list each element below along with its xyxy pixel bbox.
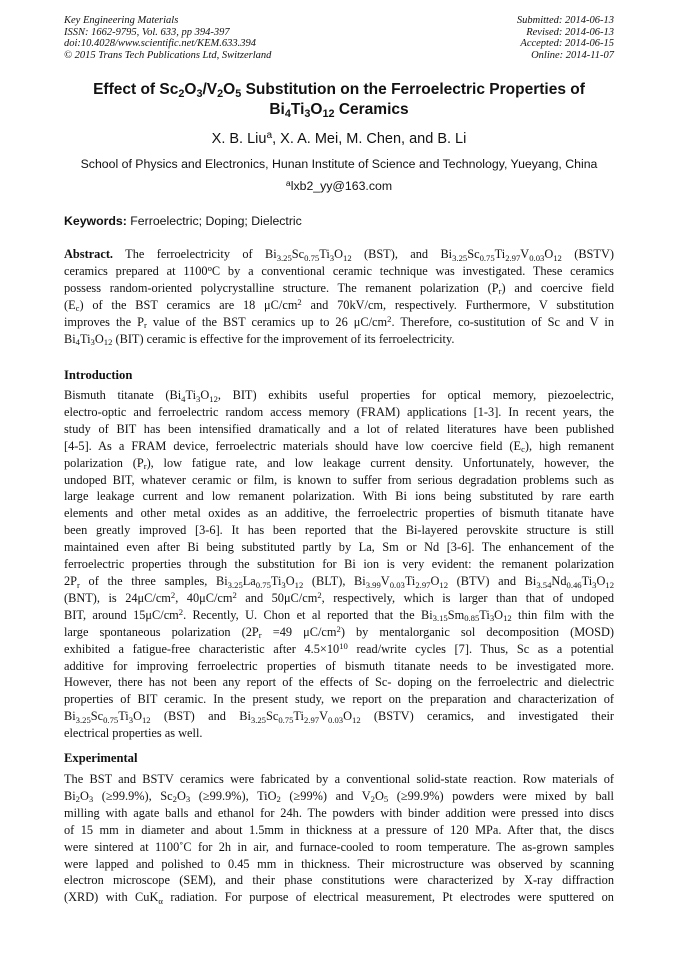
keywords-label: Keywords:: [64, 214, 127, 228]
keywords: Keywords: Ferroelectric; Doping; Dielectric: [64, 214, 302, 228]
introduction-body: Bismuth titanate ($Bi_4Ti_3O_{12}$, BIT) exhibits useful properties for optical memory, piezoelectric, electro-optic and ferroelectric random access memory (FRAM) applications [1-3]. In recent years, the study of BIT has been intensified dramatically and a lot of related literatures have been published [4-5]. As a FRAM device, ferroelectric materials should have low coercive field $(E_c)$, high remanent polarization $(P_r)$, low fatigue rate, and low leakage current density. Unfortunately, however, the undoped BIT, whatever ceramic or film, is known to suffer from serious degradation problems such as large leakage current and low remanent polarization. With Bi ions being substituted by rare earth elements and other metal oxides as an additive, the ferroelectric properties of bismuth titanate have been greatly improved [3-6]. It has been reported that the Bi-layered perovskite structure is still maintained even after Bi being substituted partly by La, Sm or Nd [3-6]. The enhancement of the ferroelectric properties through the substitution for Bi ion is very evident: the remanent polarization $2P_r$ of the three samples, $Bi_{3.25}La_{0.75}Ti_3O_{12}$ (BLT), $Bi_{3.99}V_{0.03}Ti_{2.97}O_{12}$ (BTV) and $Bi_{3.54}Nd_{0.46}Ti_3O_{12}$ (BNT), is $24\mu C/cm^2$, $40\mu C/cm^2$ and $50\mu C/cm^2$, respectively, which is larger than that of undoped BIT, around $15\mu C/cm^2$. Recently, U. Chon et al reported that the $Bi_{3.15}Sm_{0.85}Ti_3O_{12}$ thin film with the large spontaneous polarization ($2P_r =49$ $\mu C/cm^2$) by mentalorganic sol decomposition (MOSD) exhibited a fatigue-free characteristic after $4.5\times 10^{10}$ read/write cycles [7]. Thus, Sc as a potential additive for improving ferroelectric properties of bismuth titanate needs to be investigated more. However, there has not been any report of the effects of Sc- doping on the ferroelectric and dielectric properties of BIT ceramic. In the present study, we report on the preparation and characterization of $Bi_{3.25}Sc_{0.75}Ti_3O_{12}$ (BST) and $Bi_{3.25}Sc_{0.75}Ti_{2.97}V_{0.03}O_{12}$ (BSTV) ceramics, and investigated their electrical properties as well.: [64, 388, 615, 741]
doi-line[interactable]: doi:10.4028/www.scientific.net/KEM.633.394: [64, 38, 256, 50]
copyright-line: © 2015 Trans Tech Publications Ltd, Switzerland: [64, 49, 272, 61]
submitted-date: Submitted: 2014-06-13: [516, 15, 614, 26]
abstract: Abstract. The ferroelectricity of $Bi_{3.25}Sc_{0.75}Ti_3O_{12}$ (BST), and $Bi_{3.25}Sc_{0.75}Ti_{2.97}V_{0.03}O_{12}$ (BSTV) ceramics prepared at 1100$^o$C by a conventional ceramic technique was investigated. These ceramics possess random-oriented polycrystalline structure. The remanent polarization $(P_r)$ and coercive field $(E_c)$ of the BST ceramics are 18 $\mu C/cm^2$ and 70kV/cm, respectively. Furthermore, V substitution improves the $P_r$ value of the BST ceramics up to 26 $\mu C/cm^2$. Therefore, co-sustitution of Sc and V in $Bi_4Ti_3O_{12}$ (BIT) ceramic is effective for the improvement of its ferroelectricity.: [64, 247, 614, 348]
dates-info: [517, 15, 614, 61]
experimental-body: The BST and BSTV ceramics were fabricated by a conventional solid-state reaction. Row materials of $Bi_2O_3$ (≥99.9%), $Sc_2O_3$ (≥99.9%), TiO$_2$ (≥99%) and $V_2O_5$ (≥99.9%) powders were mixed by ball milling with agate balls and ethanol for 24h. The powders with binder addition were pressed into discs of 15 mm in diameter and about 1.5mm in thickness at a pressure of 120 MPa. After that, the discs were sintered at 1100˚C for 2h in air, and furnace-cooled to room temperature. The as-grown samples were lapped and polished to 0.45 mm in thickness. Their microstructure was observed by scanning electron microscope (SEM), and their phase constitutions were characterized by X-ray diffraction (XRD) with CuK$_\alpha$ radiation. For purpose of electrical measurement, Pt electrodes were sputtered on: [64, 772, 614, 906]
online-date: Online: 2014-11-07: [531, 49, 614, 61]
issn-line: ISSN: 1662-9795, Vol. 633, pp 394-397: [64, 26, 230, 38]
author-list: X. B. Liu$^a$, X. A. Mei, M. Chen, and B. Li: [211, 130, 467, 147]
journal-info: [64, 15, 271, 61]
abstract-label: Abstract.: [64, 247, 114, 261]
affiliation: School of Physics and Electronics, Hunan Institute of Science and Technology, Yueyang, China: [80, 157, 598, 171]
experimental-heading: Experimental: [64, 751, 138, 765]
title-line-2: $Bi_4Ti_3O_{12}$ Ceramics: [269, 101, 409, 121]
paper-title: [64, 80, 614, 120]
accepted-date: Accepted: 2014-06-15: [520, 38, 614, 50]
introduction-heading: Introduction: [64, 368, 133, 382]
author-email[interactable]: $^a$lxb2_yy@163.com: [285, 178, 393, 193]
revised-date: Revised: 2014-06-13: [526, 26, 614, 38]
journal-name: Key Engineering Materials: [64, 15, 179, 26]
title-line-1: Effect of $Sc_2O_3/V_2O_5$ Substitution on the Ferroelectric Properties of: [93, 81, 585, 101]
